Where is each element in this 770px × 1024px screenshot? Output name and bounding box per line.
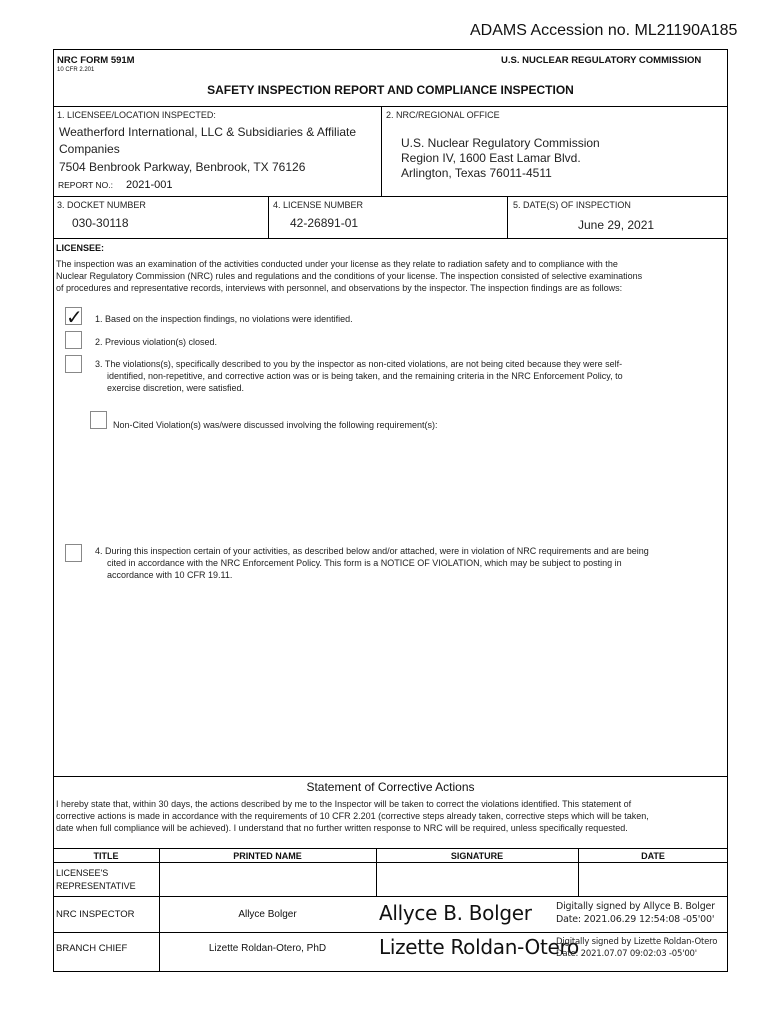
- licensee-address: 7504 Benbrook Parkway, Benbrook, TX 76126: [59, 160, 306, 174]
- finding-3-text-line3: exercise discretion, were satisfied.: [107, 383, 245, 393]
- finding-1-text: 1. Based on the inspection findings, no violations were identified.: [95, 314, 353, 324]
- finding-3-checkbox[interactable]: [65, 355, 82, 373]
- inspector-digital-line2: Date: 2021.06.29 12:54:08 -05'00': [556, 914, 715, 925]
- divider: [53, 848, 728, 849]
- corrective-text-line3: date when full compliance will be achieved). I understand that no further written response to NRC will be required, unless specifically requested.: [56, 823, 628, 833]
- intro-line-3: of procedures and representative records, interviews with personnel, and observations by the inspector. The inspection findings are as follows:: [56, 283, 623, 293]
- license-label: 4. LICENSE NUMBER: [273, 200, 364, 210]
- col-signature-header: SIGNATURE: [450, 851, 504, 861]
- form-number: NRC FORM 591M: [57, 55, 135, 66]
- corrective-heading: Statement of Corrective Actions: [306, 780, 475, 794]
- divider: [53, 896, 728, 897]
- divider: [53, 776, 728, 777]
- branch-chief-signature[interactable]: Lizette Roldan-Otero: [379, 935, 579, 959]
- finding-2-checkbox[interactable]: [65, 331, 82, 349]
- form-title: SAFETY INSPECTION REPORT AND COMPLIANCE INSPECTION: [207, 83, 574, 97]
- branch-chief-title: BRANCH CHIEF: [56, 943, 128, 954]
- divider: [53, 196, 728, 197]
- inspection-date-label: 5. DATE(S) OF INSPECTION: [513, 200, 631, 210]
- col-name-header: PRINTED NAME: [233, 851, 302, 861]
- regional-office-line1: U.S. Nuclear Regulatory Commission: [401, 136, 600, 150]
- licensee-location-label: 1. LICENSEE/LOCATION INSPECTED:: [57, 110, 216, 120]
- inspector-digital-line1: Digitally signed by Allyce B. Bolger: [556, 901, 715, 912]
- accession-number: ADAMS Accession no. ML21190A185: [470, 22, 738, 39]
- ncv-text: Non-Cited Violation(s) was/were discussed involving the following requirement(s):: [113, 420, 438, 430]
- report-no-label: REPORT NO.:: [58, 180, 113, 190]
- licensee-rep-title-line1: LICENSEE'S: [56, 868, 109, 878]
- regional-office-line3: Arlington, Texas 76011-4511: [401, 166, 552, 180]
- finding-3-text-line2: identified, non-repetitive, and corrective action was or is being taken, and the remaining criteria in the NRC Enforcement Policy, to: [107, 371, 623, 381]
- docket-value: 030-30118: [72, 216, 129, 230]
- col-title-header: TITLE: [93, 851, 119, 861]
- divider: [268, 196, 269, 238]
- divider: [381, 106, 382, 196]
- corrective-text-line1: I hereby state that, within 30 days, the actions described by me to the Inspector will be taken to correct the violations identified. This statement of: [56, 799, 632, 809]
- licensee-heading: LICENSEE:: [56, 243, 105, 253]
- finding-3-text-line1: 3. The violations(s), specifically described to you by the inspector as non-cited violations, are not being cited because they were self-: [95, 359, 623, 369]
- corrective-text-line2: corrective actions is made in accordance with the requirements of 10 CFR 2.201 (corrective steps already taken, corrective steps which will be taken,: [56, 811, 649, 821]
- licensee-rep-title-line2: REPRESENTATIVE: [56, 881, 136, 891]
- regional-office-line2: Region IV, 1600 East Lamar Blvd.: [401, 151, 581, 165]
- branch-chief-digital-line1: Digitally signed by Lizette Roldan-Otero: [556, 937, 718, 947]
- intro-line-2: Nuclear Regulatory Commission (NRC) rules and regulations and the conditions of your license. The inspection consisted of selective examinations: [56, 271, 643, 281]
- finding-4-checkbox[interactable]: [65, 544, 82, 562]
- divider: [53, 106, 728, 107]
- divider: [507, 196, 508, 238]
- licensee-name-line1: Weatherford International, LLC & Subsidiaries & Affiliate: [59, 125, 357, 139]
- report-no-value: 2021-001: [126, 179, 173, 191]
- agency-name: U.S. NUCLEAR REGULATORY COMMISSION: [501, 55, 702, 66]
- regional-office-label: 2. NRC/REGIONAL OFFICE: [386, 110, 500, 120]
- licensee-name-line2: Companies: [59, 142, 120, 156]
- inspector-signature[interactable]: Allyce B. Bolger: [379, 901, 532, 925]
- license-value: 42-26891-01: [290, 216, 359, 230]
- branch-chief-digital-line2: Date: 2021.07.07 09:02:03 -05'00': [556, 949, 697, 959]
- finding-1-checkbox[interactable]: [65, 305, 83, 329]
- finding-2-text: 2. Previous violation(s) closed.: [95, 337, 218, 347]
- divider: [53, 238, 728, 239]
- finding-4-text-line1: 4. During this inspection certain of your activities, as described below and/or attached, were in violation of NRC requirements and are being: [95, 546, 649, 556]
- checkmark-icon: ✓: [66, 305, 83, 329]
- divider: [53, 932, 728, 933]
- docket-label: 3. DOCKET NUMBER: [57, 200, 146, 210]
- inspection-date-value: June 29, 2021: [578, 218, 655, 232]
- finding-4-text-line3: accordance with 10 CFR 19.11.: [107, 570, 233, 580]
- ncv-checkbox[interactable]: [90, 411, 107, 429]
- intro-line-1: The inspection was an examination of the activities conducted under your license as they relate to radiation safety and to compliance with the: [56, 259, 618, 269]
- inspector-name: Allyce Bolger: [238, 909, 297, 920]
- col-date-header: DATE: [641, 851, 665, 861]
- inspector-title: NRC INSPECTOR: [56, 909, 135, 920]
- finding-4-text-line2: cited in accordance with the NRC Enforcement Policy. This form is a NOTICE OF VIOLATION, which may be subject to posting in: [107, 558, 622, 568]
- cfr-reference: 10 CFR 2.201: [57, 67, 95, 73]
- branch-chief-name: Lizette Roldan-Otero, PhD: [208, 943, 327, 954]
- divider: [53, 862, 728, 863]
